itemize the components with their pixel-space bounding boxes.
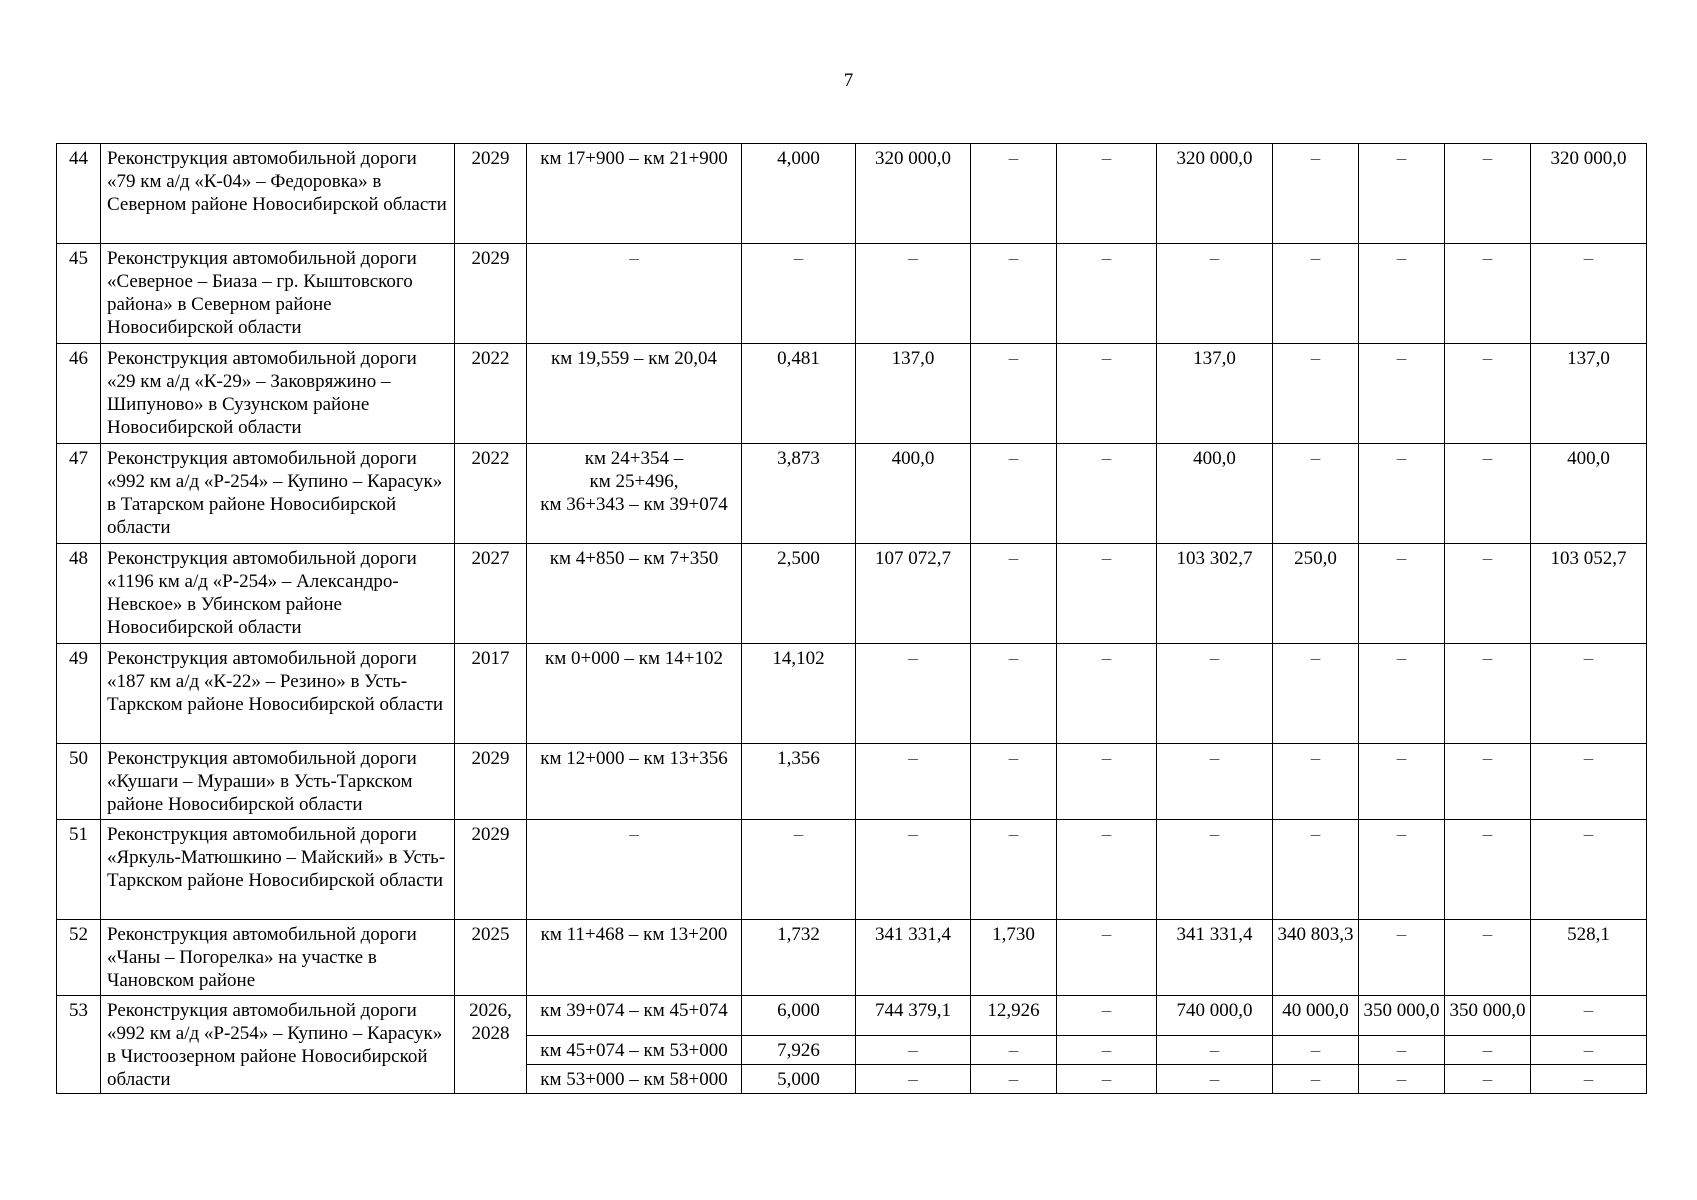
length-cell: – [742, 244, 856, 344]
value-cell: – [1445, 144, 1531, 244]
row-number: 46 [57, 344, 101, 444]
value-cell: – [1273, 744, 1359, 820]
km-range-line: км 17+900 – км 21+900 [540, 148, 728, 169]
value-cell: – [1273, 1036, 1359, 1065]
value-cell: 137,0 [856, 344, 971, 444]
year-cell: 2027 [455, 544, 527, 644]
value-cell: – [1445, 744, 1531, 820]
value-cell: – [1445, 644, 1531, 744]
value-cell: 250,0 [1273, 544, 1359, 644]
value-cell: 744 379,1 [856, 996, 971, 1036]
year-cell: 2029 [455, 744, 527, 820]
value-cell: – [1359, 920, 1445, 996]
value-cell: – [1057, 920, 1157, 996]
value-cell: – [971, 1065, 1057, 1094]
length-cell: 1,356 [742, 744, 856, 820]
row-number: 53 [57, 996, 101, 1094]
road-name: Реконструкция автомобильной дороги «Яркуль-Матюшкино – Майский» в Усть-Таркском районе Новосибирской области [101, 820, 455, 920]
km-range-cell [527, 920, 742, 996]
km-range-line: км 19,559 – км 20,04 [550, 348, 717, 369]
row-number: 44 [57, 144, 101, 244]
value-cell: – [971, 820, 1057, 920]
value-cell: – [1359, 144, 1445, 244]
value-cell: – [1057, 820, 1157, 920]
value-cell: 350 000,0 [1359, 996, 1445, 1036]
value-cell: – [971, 144, 1057, 244]
table-body [57, 144, 1647, 1094]
value-cell: – [1445, 820, 1531, 920]
km-range-cell [527, 644, 742, 744]
row-number: 48 [57, 544, 101, 644]
value-cell: – [856, 820, 971, 920]
value-cell: – [1057, 744, 1157, 820]
length-cell: 7,926 [742, 1036, 856, 1065]
value-cell: – [1057, 544, 1157, 644]
value-cell: – [1445, 920, 1531, 996]
year-cell: 2025 [455, 920, 527, 996]
value-cell: – [1273, 644, 1359, 744]
km-range-line: км 4+850 – км 7+350 [549, 548, 719, 569]
table-row [57, 996, 1647, 1036]
km-range-line: – [629, 248, 639, 269]
value-cell: – [971, 544, 1057, 644]
length-cell: 14,102 [742, 644, 856, 744]
km-range-cell [527, 996, 742, 1036]
km-range-cell [527, 244, 742, 344]
row-number: 52 [57, 920, 101, 996]
road-name: Реконструкция автомобильной дороги «992 км а/д «Р-254» – Купино – Карасук» в Татарском районе Новосибирской области [101, 444, 455, 544]
value-cell: 350 000,0 [1445, 996, 1531, 1036]
value-cell: 107 072,7 [856, 544, 971, 644]
value-cell: – [1057, 344, 1157, 444]
year-cell: 2029 [455, 144, 527, 244]
km-range-cell [527, 1065, 742, 1094]
km-range-cell [527, 544, 742, 644]
value-cell: – [1445, 244, 1531, 344]
value-cell: – [1273, 1065, 1359, 1094]
km-range-line: – [629, 824, 639, 845]
value-cell: 400,0 [1531, 444, 1647, 544]
road-name: Реконструкция автомобильной дороги «187 км а/д «К-22» – Резино» в Усть-Таркском районе Новосибирской области [101, 644, 455, 744]
road-name: Реконструкция автомобильной дороги «Чаны – Погорелка» на участке в Чановском районе [101, 920, 455, 996]
value-cell: – [1273, 244, 1359, 344]
value-cell: – [1273, 144, 1359, 244]
value-cell: 137,0 [1157, 344, 1273, 444]
road-name: Реконструкция автомобильной дороги «29 км а/д «К-29» – Заковряжино – Шипуново» в Сузунском районе Новосибирской области [101, 344, 455, 444]
km-range-cell [527, 144, 742, 244]
km-range-line: км 36+343 – км 39+074 [540, 494, 728, 515]
road-name: Реконструкция автомобильной дороги «992 км а/д «Р-254» – Купино – Карасук» в Чистоозерном районе Новосибирской области [101, 996, 455, 1094]
value-cell: – [1359, 344, 1445, 444]
value-cell: – [1157, 1065, 1273, 1094]
value-cell: 320 000,0 [1157, 144, 1273, 244]
length-cell: 5,000 [742, 1065, 856, 1094]
length-cell: 0,481 [742, 344, 856, 444]
km-range-line: км 11+468 – км 13+200 [540, 924, 728, 945]
table-row [57, 544, 1647, 644]
value-cell: 103 302,7 [1157, 544, 1273, 644]
year-cell: 2029 [455, 244, 527, 344]
value-cell: – [856, 644, 971, 744]
value-cell: – [971, 644, 1057, 744]
year-cell: 2029 [455, 820, 527, 920]
value-cell: – [971, 344, 1057, 444]
road-name: Реконструкция автомобильной дороги «79 км а/д «К-04» – Федоровка» в Северном районе Новосибирской области [101, 144, 455, 244]
value-cell: 137,0 [1531, 344, 1647, 444]
value-cell: 320 000,0 [1531, 144, 1647, 244]
value-cell: – [1359, 744, 1445, 820]
value-cell: – [1157, 820, 1273, 920]
value-cell: – [1057, 444, 1157, 544]
value-cell: 341 331,4 [856, 920, 971, 996]
km-range-cell [527, 744, 742, 820]
table-row [57, 920, 1647, 996]
value-cell: 1,730 [971, 920, 1057, 996]
value-cell: – [971, 244, 1057, 344]
value-cell: 12,926 [971, 996, 1057, 1036]
length-cell: – [742, 820, 856, 920]
km-range-cell [527, 344, 742, 444]
value-cell: – [1057, 144, 1157, 244]
value-cell: – [1531, 820, 1647, 920]
value-cell: – [1359, 1036, 1445, 1065]
value-cell: – [971, 444, 1057, 544]
page-number: 7 [843, 70, 854, 91]
value-cell: – [1445, 444, 1531, 544]
value-cell: – [1359, 444, 1445, 544]
value-cell: – [1359, 644, 1445, 744]
value-cell: – [1359, 820, 1445, 920]
value-cell: – [1531, 244, 1647, 344]
value-cell: – [1057, 996, 1157, 1036]
km-range-line: км 39+074 – км 45+074 [540, 1000, 728, 1021]
km-range-line: км 53+000 – км 58+000 [540, 1069, 728, 1090]
value-cell: – [856, 1065, 971, 1094]
value-cell: – [1531, 744, 1647, 820]
value-cell: – [971, 744, 1057, 820]
value-cell: 400,0 [856, 444, 971, 544]
km-range-cell [527, 820, 742, 920]
value-cell: – [1157, 1036, 1273, 1065]
value-cell: 740 000,0 [1157, 996, 1273, 1036]
value-cell: 340 803,3 [1273, 920, 1359, 996]
table-row [57, 644, 1647, 744]
value-cell: – [1273, 344, 1359, 444]
table-row [57, 820, 1647, 920]
value-cell: – [1273, 820, 1359, 920]
roads-table [56, 143, 1647, 1094]
value-cell: 320 000,0 [856, 144, 971, 244]
km-range-line: км 0+000 – км 14+102 [545, 648, 723, 669]
value-cell: – [1359, 544, 1445, 644]
value-cell: 400,0 [1157, 444, 1273, 544]
length-cell: 3,873 [742, 444, 856, 544]
year-cell: 2026, 2028 [455, 996, 527, 1094]
value-cell: – [1445, 544, 1531, 644]
table-row [57, 744, 1647, 820]
table-row [57, 144, 1647, 244]
value-cell: – [1157, 644, 1273, 744]
row-number: 50 [57, 744, 101, 820]
year-cell: 2022 [455, 344, 527, 444]
value-cell: – [1445, 1036, 1531, 1065]
value-cell: – [1531, 996, 1647, 1036]
km-range-cell [527, 1036, 742, 1065]
value-cell: – [1057, 644, 1157, 744]
km-range-line: км 24+354 – [584, 448, 684, 469]
length-cell: 6,000 [742, 996, 856, 1036]
length-cell: 2,500 [742, 544, 856, 644]
value-cell: – [1445, 344, 1531, 444]
value-cell: – [1273, 444, 1359, 544]
value-cell: – [1057, 1065, 1157, 1094]
row-number: 47 [57, 444, 101, 544]
road-name: Реконструкция автомобильной дороги «Кушаги – Мураши» в Усть-Таркском районе Новосибирской области [101, 744, 455, 820]
value-cell: – [971, 1036, 1057, 1065]
value-cell: – [1157, 244, 1273, 344]
value-cell: – [1531, 644, 1647, 744]
value-cell: – [1531, 1065, 1647, 1094]
value-cell: – [1057, 244, 1157, 344]
table-row [57, 244, 1647, 344]
value-cell: – [1157, 744, 1273, 820]
value-cell: – [1057, 1036, 1157, 1065]
length-cell: 4,000 [742, 144, 856, 244]
value-cell: 528,1 [1531, 920, 1647, 996]
row-number: 45 [57, 244, 101, 344]
km-range-cell [527, 444, 742, 544]
value-cell: 103 052,7 [1531, 544, 1647, 644]
road-name: Реконструкция автомобильной дороги «Северное – Биаза – гр. Кыштовского района» в Северном районе Новосибирской области [101, 244, 455, 344]
value-cell: 40 000,0 [1273, 996, 1359, 1036]
value-cell: – [1359, 1065, 1445, 1094]
row-number: 51 [57, 820, 101, 920]
value-cell: – [1531, 1036, 1647, 1065]
table-row [57, 444, 1647, 544]
value-cell: – [856, 244, 971, 344]
table-row [57, 344, 1647, 444]
year-cell: 2022 [455, 444, 527, 544]
value-cell: 341 331,4 [1157, 920, 1273, 996]
value-cell: – [856, 744, 971, 820]
year-cell: 2017 [455, 644, 527, 744]
value-cell: – [1359, 244, 1445, 344]
value-cell: – [856, 1036, 971, 1065]
row-number: 49 [57, 644, 101, 744]
length-cell: 1,732 [742, 920, 856, 996]
road-name: Реконструкция автомобильной дороги «1196 км а/д «Р-254» – Александро-Невское» в Убинском районе Новосибирской области [101, 544, 455, 644]
value-cell: – [1445, 1065, 1531, 1094]
km-range-line: км 45+074 – км 53+000 [540, 1040, 728, 1061]
km-range-line: км 25+496, [589, 471, 679, 492]
km-range-line: км 12+000 – км 13+356 [540, 748, 728, 769]
